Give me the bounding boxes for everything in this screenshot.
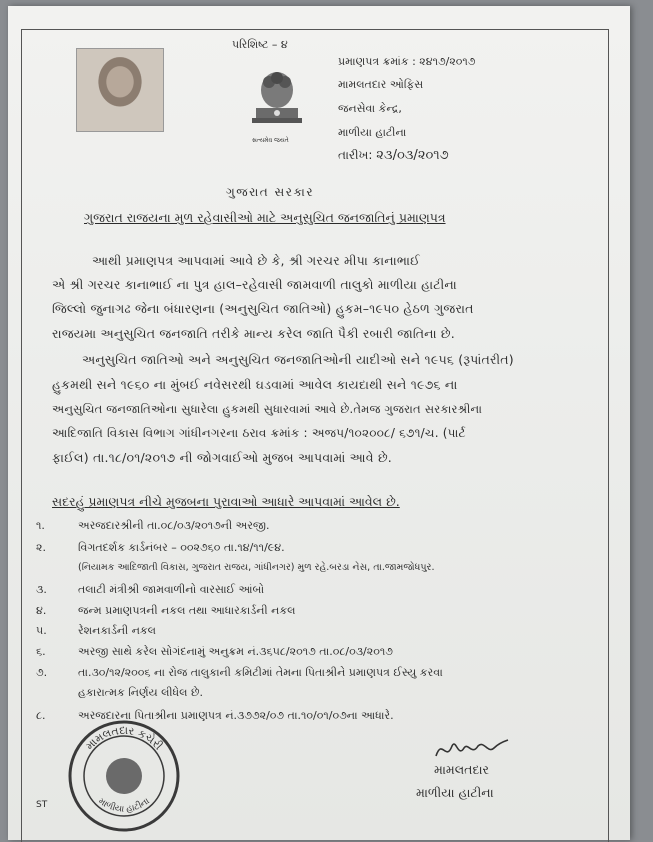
svg-text:મામલતદાર કચેરી <box>83 724 165 753</box>
seal-text-top: મામલતદાર કચેરી <box>83 723 165 753</box>
issue-date-label: તારીખ: <box>338 148 373 162</box>
seal-text-bottom: માળીયા હાટીના <box>96 796 152 815</box>
para2-line-3: અનુસુચિત જનજાતિઓના સુધારેલા હુકમથી સુધારવામાં આવે છે.તેમજ ગુજરાત સરકારશ્રીના <box>52 402 483 416</box>
evidence-text-7: તા.૩૦/૧૨/૨૦૦૬ ના રોજ તાલુકાની કમિટીમાં તેમના પિતાશ્રીને પ્રમાણપત્ર ઈસ્યુ કરવા <box>78 666 443 679</box>
evidence-num-1: ૧. <box>36 519 45 532</box>
evidence-num-5: ૫. <box>36 624 47 637</box>
evidence-text-2: વિગતદર્શક કાર્ડનંબર – ૦૦૨૭૬૦ તા.૧૪/૧૧/૯૪. <box>78 541 285 554</box>
evidence-text-5: રેશનકાર્ડની નકલ <box>78 624 156 637</box>
signatory-title: મામલતદાર <box>434 762 489 777</box>
initials: ST <box>36 800 48 810</box>
evidence-num-2: ૨. <box>36 541 46 554</box>
para1-line-4: રાજયમા અનુસુચિત જનજાતિ તરીકે માન્ય કરેલ જાતિ પૈકી રબારી જાતિના છે. <box>52 326 455 341</box>
svg-text:માળીયા હાટીના <box>96 796 151 814</box>
certificate-number <box>338 55 475 69</box>
emblem-caption: સત્યમેવ જયતે <box>252 137 289 144</box>
office-line-1: મામલતદાર ઓફિસ <box>338 78 424 91</box>
evidence-text-2b: (નિયામક આદિજાતી વિકાસ, ગુજરાત રાજય, ગાંધીનગર) મુળ રહે.બરડા નેસ, તા.જામજોધપુર. <box>78 562 435 573</box>
ashoka-emblem-icon <box>242 60 312 140</box>
signature-icon <box>432 734 512 764</box>
applicant-photo <box>76 48 164 132</box>
evidence-text-1: અરજદારશ્રીની તા.૦૮/૦૩/૨૦૧૭ની અરજી. <box>78 519 270 532</box>
para2-line-5: ફાઈલ) તા.૧૮/૦૧/૨૦૧૭ ની જોગવાઈઓ મુજબ આપવામાં આવે છે. <box>52 450 392 465</box>
para1-line-2: એ શ્રી ગરચર કાનાભાઈ ના પુત્ર હાલ–રહેવાસી જામવાળી તાલુકો માળીયા હાટીના <box>52 277 457 292</box>
signatory-place: માળીયા હાટીના <box>416 785 494 800</box>
evidence-text-6: અરજી સાથે કરેલ સોગંદનામું અનુક્રમ નં.૩૬૫૮/૨૦૧૭ તા.૦૮/૦૩/૨૦૧૭ <box>78 645 393 658</box>
evidence-num-3: ૩. <box>36 583 47 596</box>
para2-line-4: આદિજાતિ વિકાસ વિભાગ ગાંધીનગરના ઠરાવ ક્રમાંક : અજપ/૧૦૨૦૦૮/ ૬૭૧/ચ. (પાર્ટ <box>52 426 466 440</box>
evidence-num-6: ૬. <box>36 645 46 658</box>
evidence-text-7b: હકારાત્મક નિર્ણય લીધેલ છે. <box>78 686 203 699</box>
evidence-text-4: જન્મ પ્રમાણપત્રની નકલ તથા આધારકાર્ડની નકલ <box>78 604 296 617</box>
issue-date-value: ૨૩/૦૩/૨૦૧૭ <box>376 148 449 163</box>
annex-label: પરિશિષ્ટ – ૪ <box>232 38 288 51</box>
evidence-num-7: ૭. <box>36 666 48 679</box>
para1-line-1: આથી પ્રમાણપત્ર આપવામાં આવે છે કે, શ્રી ગરચર મીપા કાનાભાઈ <box>92 253 420 268</box>
office-line-2: જનસેવા કેન્દ્ર, <box>338 102 402 115</box>
evidence-text-3: તલાટી મંત્રીશ્રી જામવાળીનો વારસાઈ આંબો <box>78 583 265 596</box>
office-seal-icon <box>64 716 184 836</box>
para2-line-2: હુકમથી સને ૧૯૬૦ ના મુંબઈ નવેસરથી ઘડવામાં આવેલ કાયદાથી સને ૧૯૭૬ ના <box>52 377 458 392</box>
certificate-title: ગુજરાત રાજયના મુળ રહેવાસીઓ માટે અનુસુચિત જનજાતિનું પ્રમાણપત્ર <box>84 210 446 225</box>
certificate-number-label: પ્રમાણપત્ર ક્રમાંક : <box>338 55 416 68</box>
certificate-number-value: ૨૪૧૭/૨૦૧૭ <box>419 55 476 68</box>
office-line-3: માળીયા હાટીના <box>338 126 407 139</box>
evidence-heading: સદરહું પ્રમાણપત્ર નીચે મુજબના પુરાવાઓ આધારે આપવામાં આવેલ છે. <box>52 494 400 509</box>
issue-date <box>338 148 449 163</box>
evidence-num-4: ૪. <box>36 604 47 617</box>
government-heading: ગુજરાત સરકાર <box>226 185 315 199</box>
evidence-num-8: ૮. <box>36 709 46 722</box>
evidence-text-8: અરજદારના પિતાશ્રીના પ્રમાણપત્ર નં.૩૭૭૨/૦૭ તા.૧૦/૦૧/૦૭ના આધારે. <box>78 709 394 722</box>
para1-line-3: જિલ્લો જુનાગઢ જેના બંધારણના (અનુસુચિત જાતિઓ) હુકમ–૧૯૫૦ હેઠળ ગુજરાત <box>52 301 474 316</box>
para2-line-1: અનુસુચિત જાતિઓ અને અનુસુચિત જનજાતિઓની યાદીઓ સને ૧૯૫૬ (રૂપાંતરીત) <box>82 352 514 367</box>
